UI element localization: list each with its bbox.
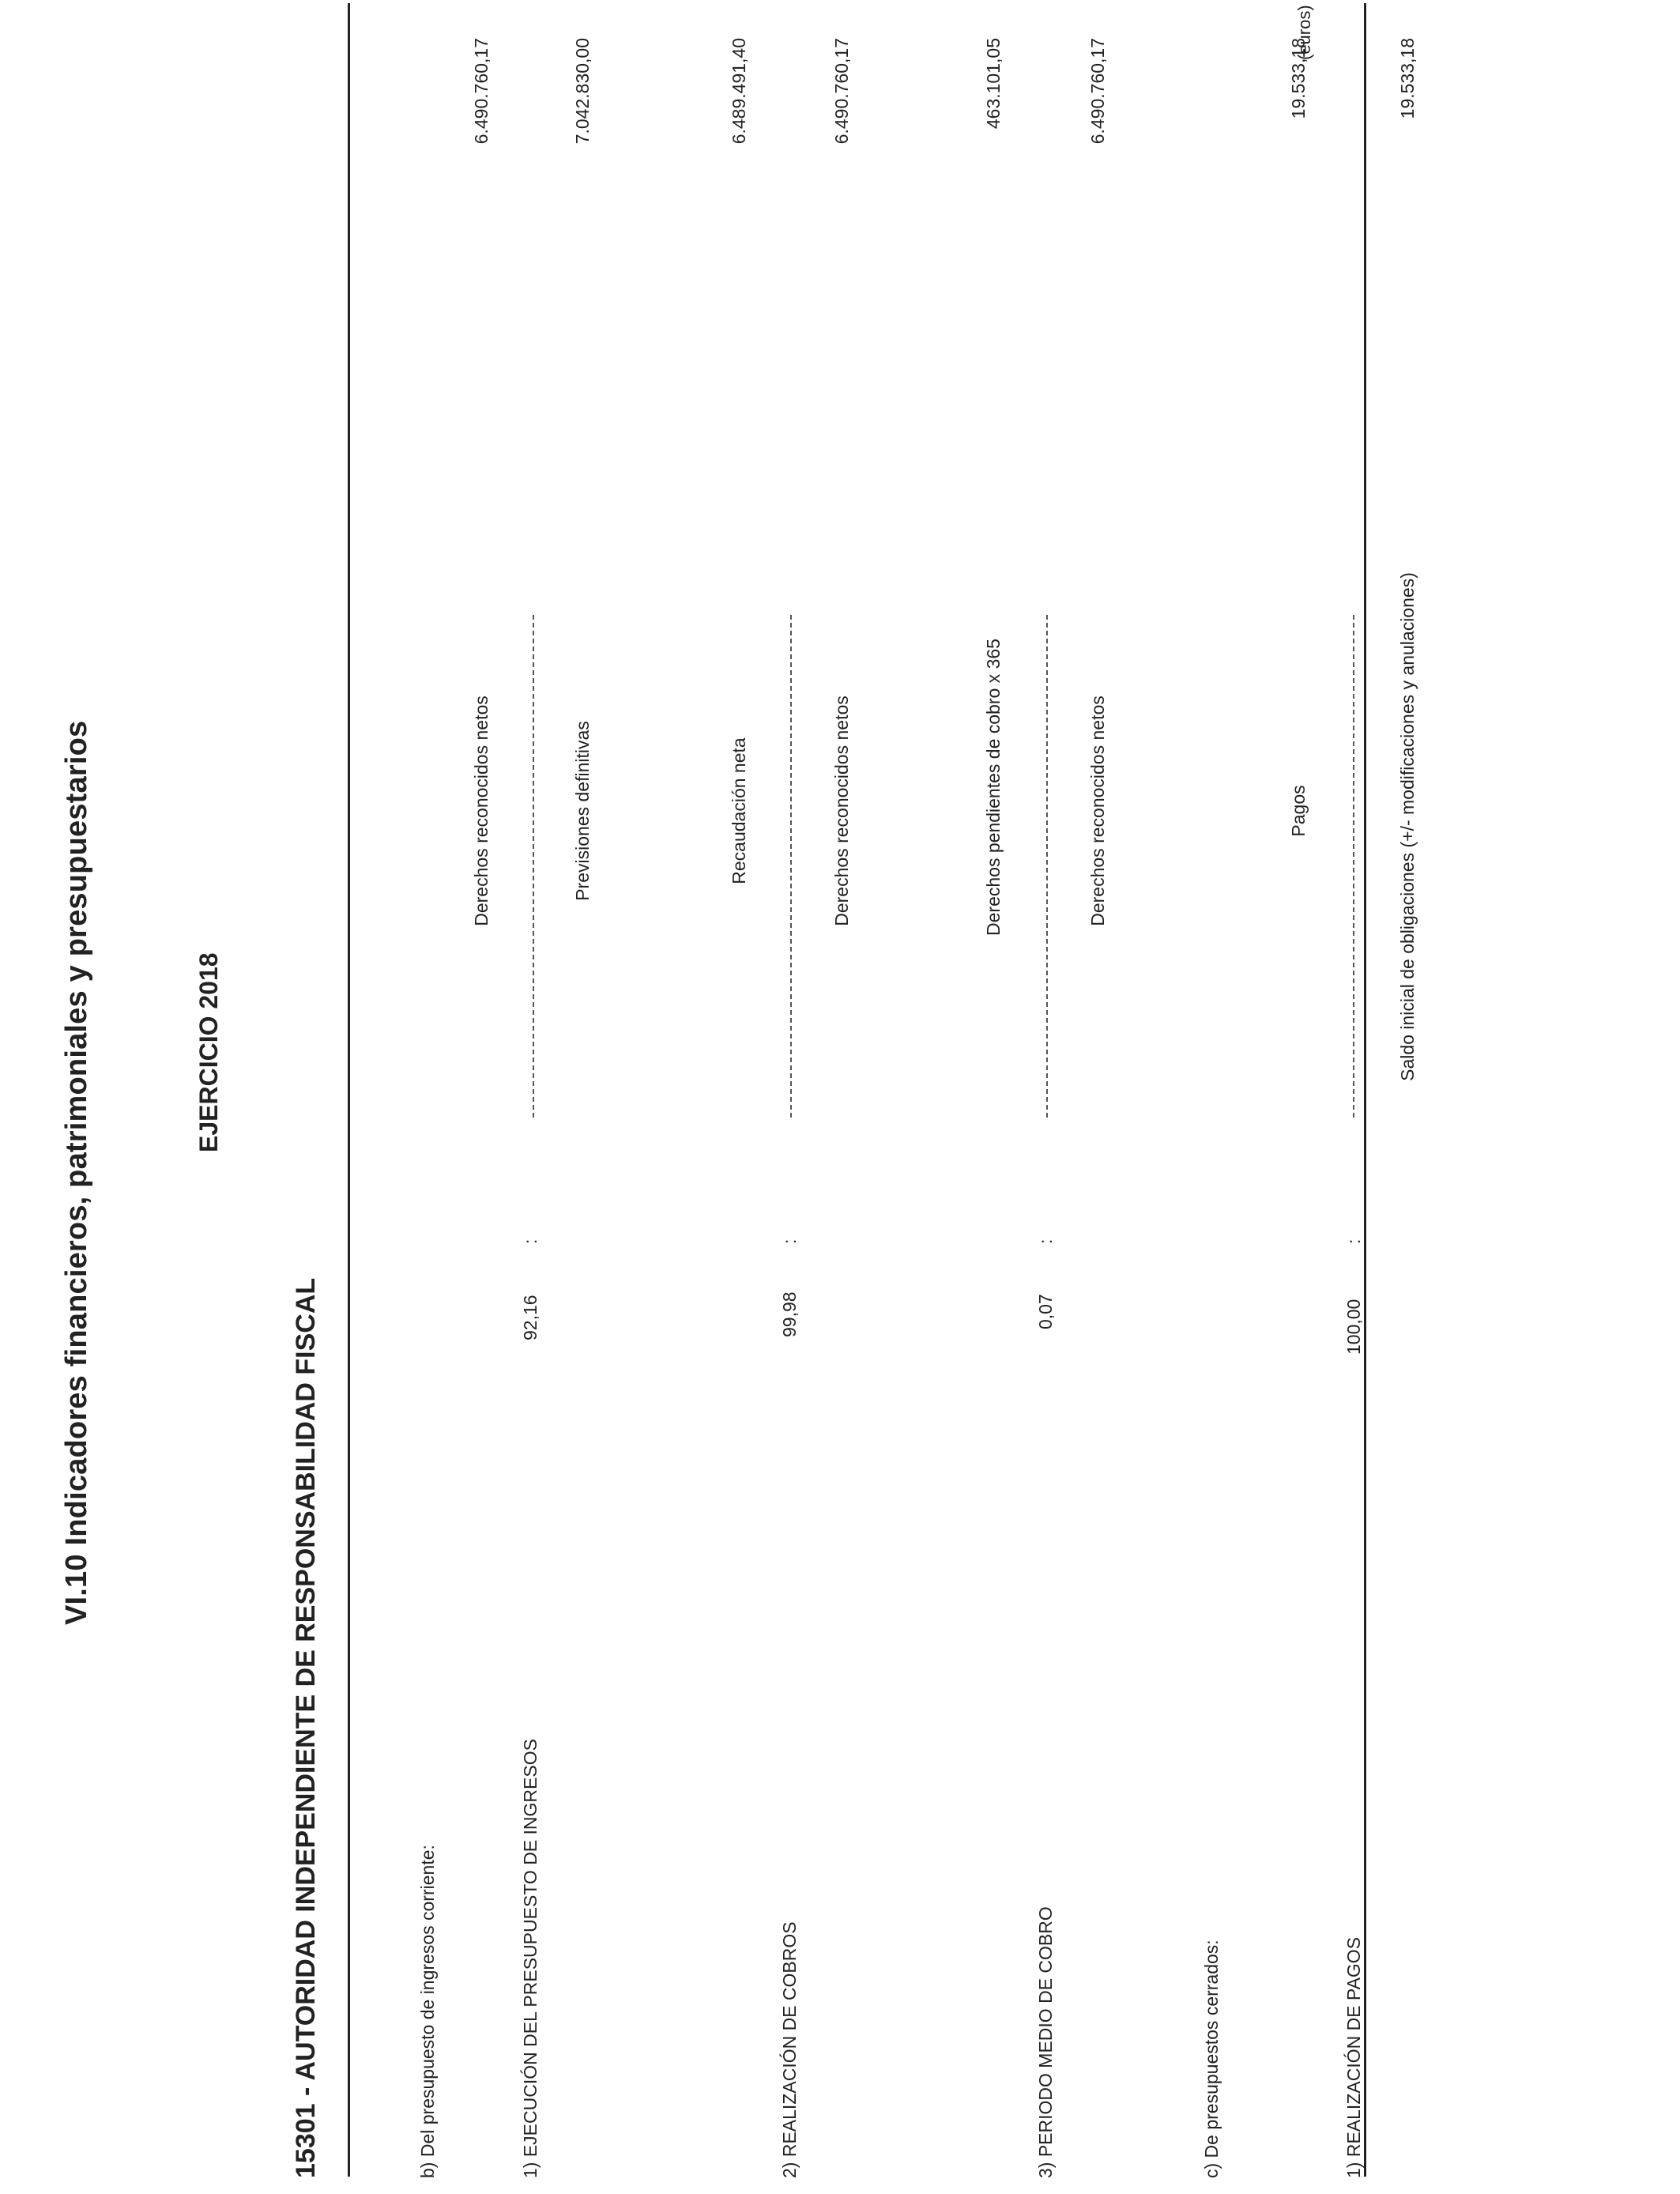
fiscal-year: EJERCICIO 2018 xyxy=(194,952,223,1152)
section-c-heading: c) De presupuestos cerrados: xyxy=(1201,1940,1222,2178)
colon-separator: : xyxy=(1343,1238,1364,1244)
colon-separator: : xyxy=(779,1238,800,1244)
colon-separator: : xyxy=(1035,1238,1056,1244)
numerator-value: 19.533,18 xyxy=(1288,38,1309,119)
fraction-line xyxy=(1046,615,1048,1118)
numerator-value: 6.489.491,40 xyxy=(729,38,749,145)
indicator-label: 3) PERIODO MEDIO DE COBRO xyxy=(1035,1906,1056,2178)
numerator-value: 463.101,05 xyxy=(983,38,1004,130)
numerator-label: Pagos xyxy=(1288,785,1309,837)
denominator-label: Derechos reconocidos netos xyxy=(831,696,852,926)
fraction-line xyxy=(790,615,792,1118)
numerator-label: Derechos pendientes de cobro x 365 xyxy=(983,639,1004,936)
denominator-label: Previsiones definitivas xyxy=(572,721,593,901)
denominator-label: Saldo inicial de obligaciones (+/- modificaciones y anulaciones) xyxy=(1397,572,1418,1081)
fraction-line xyxy=(533,615,534,1118)
units-label: (euros) xyxy=(1294,5,1314,60)
section-b-heading: b) Del presupuesto de ingresos corriente: xyxy=(417,1845,438,2178)
numerator-label: Recaudación neta xyxy=(729,737,749,884)
indicator-value: 99,98 xyxy=(779,1291,800,1337)
indicator-label: 1) REALIZACIÓN DE PAGOS xyxy=(1343,1936,1364,2178)
denominator-value: 6.490.760,17 xyxy=(831,38,852,145)
denominator-value: 19.533,18 xyxy=(1397,38,1418,119)
indicator-value: 92,16 xyxy=(520,1295,541,1340)
numerator-value: 6.490.760,17 xyxy=(471,38,492,145)
indicator-value: 100,00 xyxy=(1343,1299,1364,1355)
indicator-label: 1) EJECUCIÓN DEL PRESUPUESTO DE INGRESOS xyxy=(520,1739,541,2178)
indicator-value: 0,07 xyxy=(1035,1294,1056,1329)
right-rule xyxy=(1364,3,1366,2177)
indicator-label: 2) REALIZACIÓN DE COBROS xyxy=(779,1921,800,2178)
fraction-line xyxy=(1353,615,1354,1118)
entity-heading: 15301 - AUTORIDAD INDEPENDIENTE DE RESPONSABILIDAD FISCAL xyxy=(291,1277,321,2178)
denominator-value: 6.490.760,17 xyxy=(1087,38,1108,145)
denominator-value: 7.042.830,00 xyxy=(572,38,593,145)
page-title: VI.10 Indicadores financieros, patrimoniales y presupuestarios xyxy=(60,720,93,1625)
colon-separator: : xyxy=(520,1238,541,1244)
top-rule xyxy=(348,3,350,2177)
numerator-label: Derechos reconocidos netos xyxy=(471,696,492,926)
denominator-label: Derechos reconocidos netos xyxy=(1087,696,1108,926)
